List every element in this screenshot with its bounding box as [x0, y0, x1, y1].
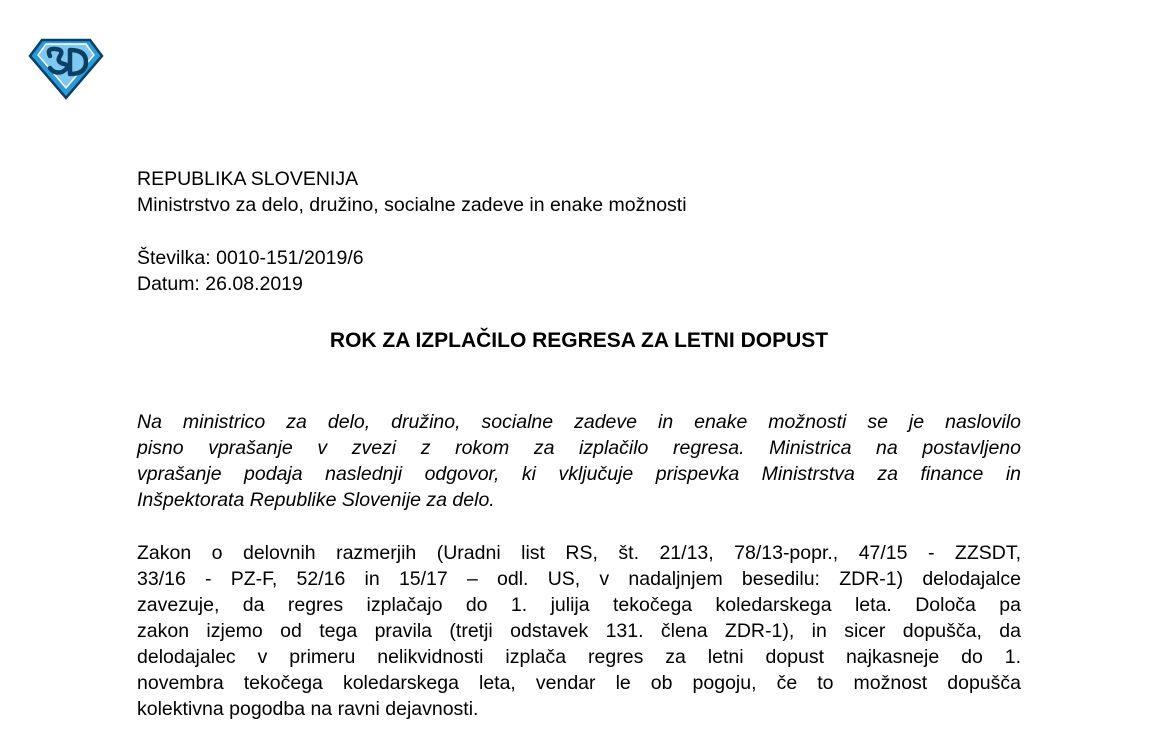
paragraph-line: vprašanje podaja naslednji odgovor, ki vključuje prispevka Ministrstva za finance in	[137, 463, 1021, 485]
paragraph-line: 33/16 - PZ-F, 52/16 in 15/17 – odl. US, v nadaljnjem besedilu: ZDR-1) delodajalce	[137, 568, 1021, 590]
paragraph-line: Na ministrico za delo, družino, socialne zadeve in enake možnosti se je naslovilo	[137, 411, 1021, 433]
document-number: Številka: 0010-151/2019/6	[137, 247, 364, 269]
country-name: REPUBLIKA SLOVENIJA	[137, 168, 359, 190]
paragraph-line: zavezuje, da regres izplačajo do 1. julija tekočega koledarskega leta. Določa pa	[137, 594, 1021, 616]
document-date: Datum: 26.08.2019	[137, 273, 303, 295]
document-header	[137, 166, 687, 218]
intro-paragraph	[137, 409, 1021, 513]
body-paragraph	[137, 540, 1021, 722]
paragraph-line: zakon izjemo od tega pravila (tretji odstavek 131. člena ZDR-1), in sicer dopušča, da	[137, 620, 1021, 642]
paragraph-line: Inšpektorata Republike Slovenije za delo.	[137, 489, 495, 511]
paragraph-line: delodajalec v primeru nelikvidnosti izplača regres za letni dopust najkasneje do 1.	[137, 646, 1021, 668]
sd-logo	[28, 38, 104, 100]
paragraph-line: Zakon o delovnih razmerjih (Uradni list RS, št. 21/13, 78/13-popr., 47/15 - ZZSDT,	[137, 542, 1021, 564]
ministry-name: Ministrstvo za delo, družino, socialne zadeve in enake možnosti	[137, 194, 687, 216]
paragraph-line: novembra tekočega koledarskega leta, vendar le ob pogoju, če to možnost dopušča	[137, 672, 1021, 694]
document-meta	[137, 245, 364, 297]
document-title: ROK ZA IZPLAČILO REGRESA ZA LETNI DOPUST	[329, 329, 829, 352]
paragraph-line: kolektivna pogodba na ravni dejavnosti.	[137, 698, 479, 720]
paragraph-line: pisno vprašanje v zvezi z rokom za izplačilo regresa. Ministrica na postavljeno	[137, 437, 1021, 459]
diamond-shield-icon	[28, 38, 104, 100]
